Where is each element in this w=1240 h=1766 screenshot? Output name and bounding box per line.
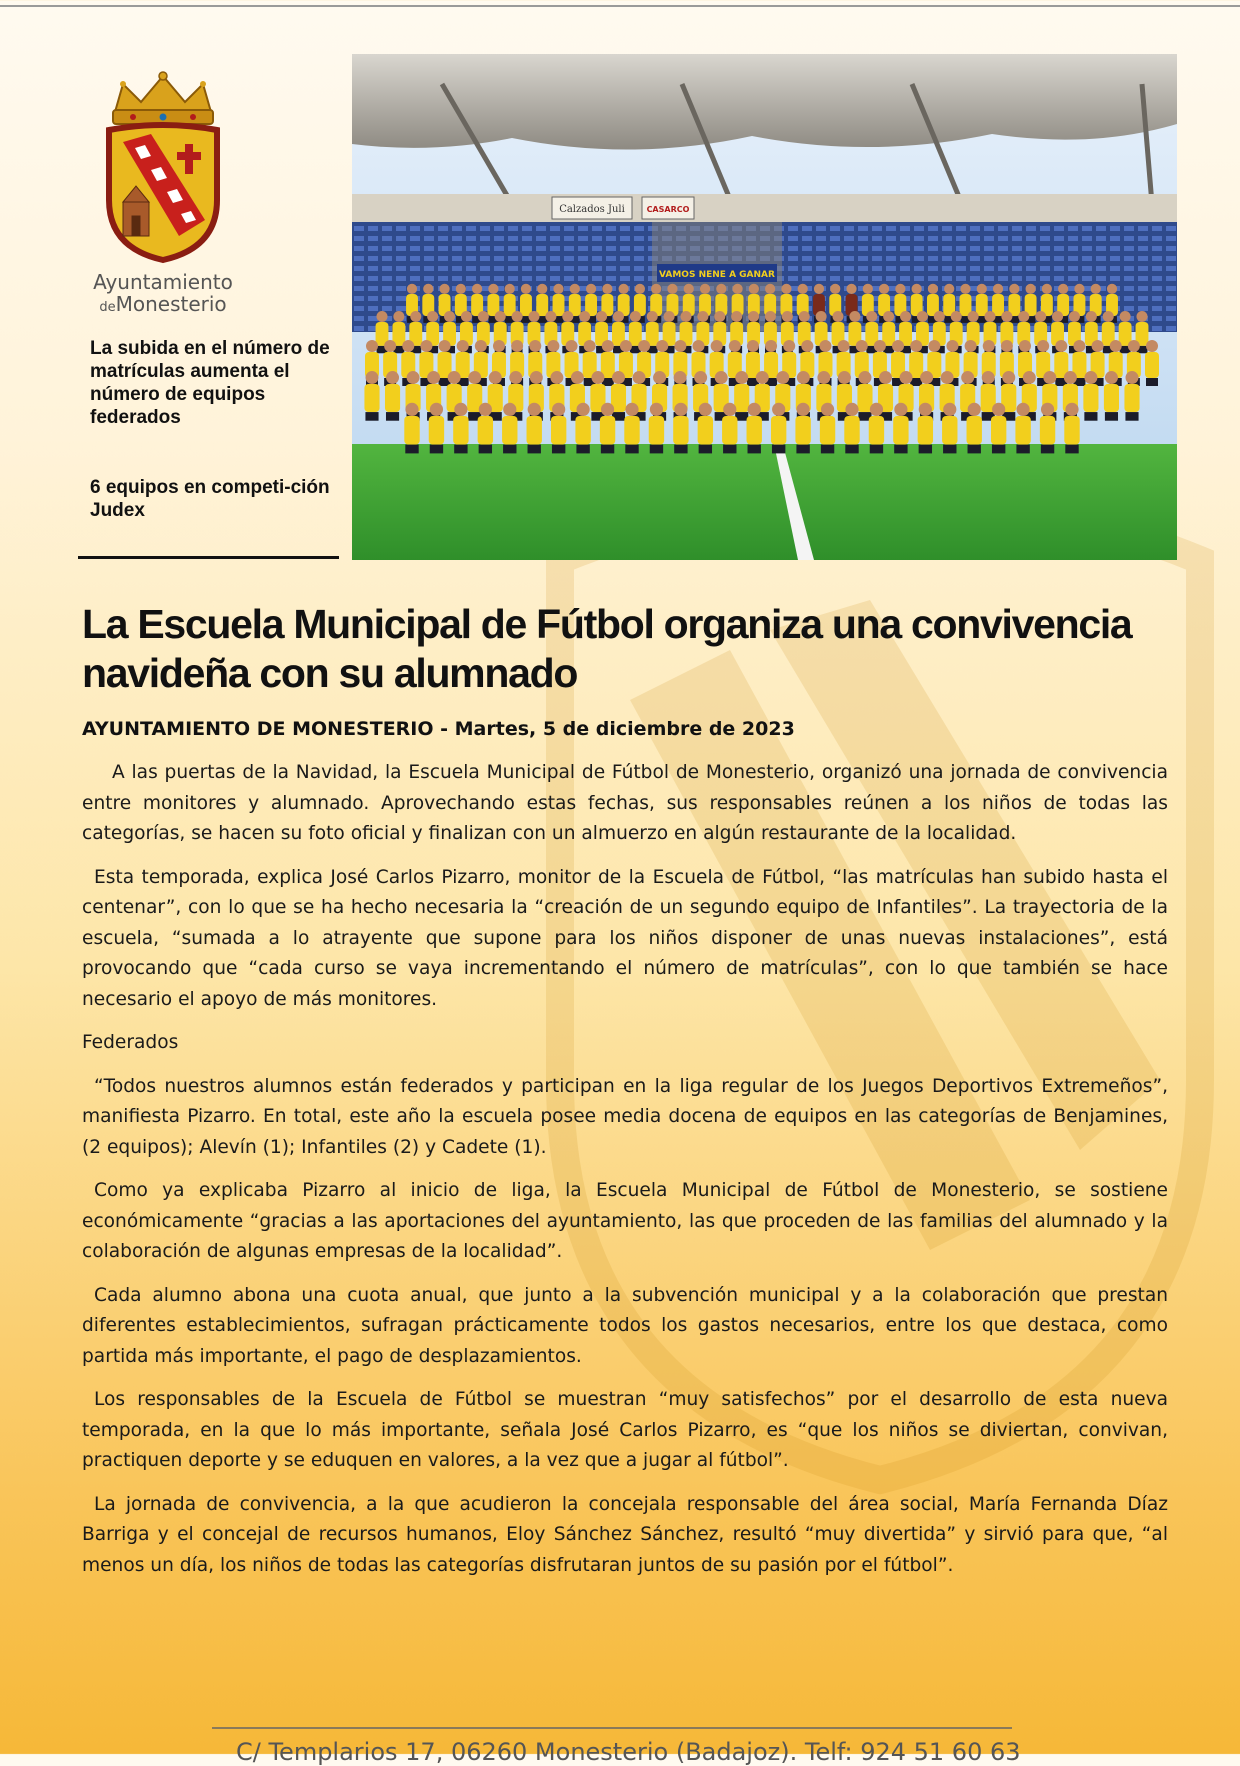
player-head <box>951 311 962 322</box>
player-head <box>895 284 905 294</box>
player-head <box>366 371 379 384</box>
player-head <box>601 403 614 416</box>
player-head <box>684 284 694 294</box>
player-body <box>1145 352 1159 378</box>
player-head <box>439 284 449 294</box>
player-head <box>1146 340 1158 352</box>
player-legs <box>1146 378 1158 386</box>
player-body <box>893 416 908 445</box>
player-head <box>781 284 791 294</box>
article-paragraph-7: La jornada de convivencia, a la que acudieron la concejala responsable del área social, María Fernanda Díaz Barriga y el concejal de recursos humanos, Eloy Sánchez Sánchez, resultó “muy divertida” y sirvió para que, “al menos un día, los niños de todas las categorías disfrutaran juntos de su pasión por el fútbol”. <box>82 1493 1168 1576</box>
player-body <box>844 416 859 445</box>
player-legs <box>748 445 761 454</box>
player-head <box>1026 284 1036 294</box>
crown-icon <box>113 72 213 124</box>
player-head <box>1069 311 1080 322</box>
player-head <box>819 340 831 352</box>
player-head <box>801 340 813 352</box>
player-body <box>734 384 749 412</box>
player-head <box>674 340 686 352</box>
coat-of-arms-icon <box>93 70 233 265</box>
player-head <box>386 371 399 384</box>
player-legs <box>772 445 785 454</box>
player-head <box>620 340 632 352</box>
article-paragraph-4: Como ya explicaba Pizarro al inicio de liga, la Escuela Municipal de Fútbol de Monesterio, se sostiene económicamente “gracias a las aportaciones del ayuntamiento, las que proceden de las familias del alumnado y la colaboración de algunas empresas de la localidad”. <box>82 1180 1168 1262</box>
player-head <box>638 340 650 352</box>
player-head <box>410 311 421 322</box>
player-legs <box>674 445 687 454</box>
player-head <box>1120 311 1131 322</box>
player-head <box>461 311 472 322</box>
player-head <box>529 340 541 352</box>
top-border-line <box>0 5 1240 7</box>
player-head <box>553 284 563 294</box>
player-head <box>863 284 873 294</box>
team-photo <box>352 54 1177 560</box>
player-head <box>765 284 775 294</box>
player-legs <box>821 445 834 454</box>
player-legs <box>699 445 712 454</box>
player-body <box>942 416 957 445</box>
player-head <box>478 311 489 322</box>
player-head <box>407 284 417 294</box>
player-head <box>586 284 596 294</box>
player-head <box>961 371 974 384</box>
player-body <box>771 416 786 445</box>
player-head <box>919 403 932 416</box>
player-head <box>821 403 834 416</box>
player-head <box>838 340 850 352</box>
player-head <box>723 403 736 416</box>
player-head <box>1074 284 1084 294</box>
player-head <box>1019 340 1031 352</box>
player-head <box>650 403 663 416</box>
sidebar-note-teams: 6 equipos en competi-ción Judex <box>90 477 330 521</box>
player-legs <box>1065 445 1078 454</box>
player-head <box>772 403 785 416</box>
player-head <box>1023 371 1036 384</box>
player-head <box>912 284 922 294</box>
player-head <box>799 311 810 322</box>
player-head <box>883 311 894 322</box>
player-head <box>838 371 851 384</box>
player-legs <box>992 445 1005 454</box>
player-head <box>1065 403 1078 416</box>
player-head <box>747 340 759 352</box>
player-head <box>711 340 723 352</box>
player-head <box>475 340 487 352</box>
player-head <box>472 284 482 294</box>
player-head <box>1103 311 1114 322</box>
player-head <box>1092 340 1104 352</box>
player-body <box>502 416 517 445</box>
player-head <box>479 403 492 416</box>
player-head <box>489 371 502 384</box>
player-head <box>858 371 871 384</box>
player-legs <box>1016 445 1029 454</box>
player-head <box>456 284 466 294</box>
player-head <box>570 284 580 294</box>
player-head <box>715 371 728 384</box>
player-head <box>982 371 995 384</box>
player-head <box>1110 340 1122 352</box>
player-body <box>698 416 713 445</box>
player-head <box>776 371 789 384</box>
article-paragraph-2: Esta temporada, explica José Carlos Pizarro, monitor de la Escuela de Fútbol, “las matrículas han subido hasta el centenar”, con lo que se ha hecho necesaria la “creación de un segundo equipo de Infantiles”. La trayectoria de la escuela, “sumada a lo atrayente que supone para los niños disponer de unas nuevas instalaciones”, está provocando que “cada curso se vaya incrementando el número de matrículas”, con lo que también se hace necesario el apoyo de más monitores. <box>82 866 1168 1010</box>
player-head <box>1001 340 1013 352</box>
player-head <box>402 340 414 352</box>
player-head <box>816 311 827 322</box>
player-body <box>575 416 590 445</box>
player-head <box>735 371 748 384</box>
player-legs <box>723 445 736 454</box>
player-head <box>493 340 505 352</box>
player-head <box>968 311 979 322</box>
player-legs <box>601 445 614 454</box>
player-body <box>918 416 933 445</box>
player-head <box>1136 311 1147 322</box>
player-head <box>1018 311 1029 322</box>
player-head <box>420 340 432 352</box>
player-head <box>530 371 543 384</box>
player-head <box>983 340 995 352</box>
player-head <box>454 403 467 416</box>
footer-address: C/ Templarios 17, 06260 Monesterio (Badajoz). Telf: 924 51 60 63 <box>236 1738 1021 1766</box>
player-head <box>439 340 451 352</box>
player-head <box>765 311 776 322</box>
player-legs <box>1105 412 1118 421</box>
player-head <box>566 340 578 352</box>
player-head <box>547 340 559 352</box>
player-legs <box>479 445 492 454</box>
player-body <box>364 384 379 412</box>
player-head <box>584 340 596 352</box>
player-head <box>748 403 761 416</box>
player-head <box>1107 284 1117 294</box>
player-head <box>1091 284 1101 294</box>
player-head <box>550 371 563 384</box>
player-head <box>521 284 531 294</box>
player-head <box>366 340 378 352</box>
player-head <box>765 340 777 352</box>
player-head <box>505 284 515 294</box>
player-head <box>697 311 708 322</box>
player-head <box>674 371 687 384</box>
player-head <box>870 403 883 416</box>
player-head <box>674 403 687 416</box>
player-head <box>1009 284 1019 294</box>
player-body <box>673 416 688 445</box>
sidebar-divider <box>78 556 339 559</box>
player-head <box>1105 371 1118 384</box>
player-head <box>928 340 940 352</box>
player-head <box>423 284 433 294</box>
player-head <box>856 340 868 352</box>
player-head <box>830 284 840 294</box>
player-body <box>385 384 400 412</box>
player-head <box>653 371 666 384</box>
player-legs <box>365 412 378 421</box>
stadium-sign-2: CASARCO <box>646 205 690 214</box>
player-head <box>934 311 945 322</box>
player-head <box>562 311 573 322</box>
player-body <box>453 416 468 445</box>
player-body <box>1083 384 1098 412</box>
player-body <box>747 416 762 445</box>
player-head <box>749 284 759 294</box>
player-head <box>716 284 726 294</box>
player-head <box>960 284 970 294</box>
player-head <box>1086 311 1097 322</box>
player-body <box>527 416 542 445</box>
player-head <box>647 311 658 322</box>
player-head <box>1037 340 1049 352</box>
player-head <box>892 340 904 352</box>
player-head <box>427 371 440 384</box>
player-head <box>552 403 565 416</box>
player-head <box>900 371 913 384</box>
player-head <box>528 311 539 322</box>
player-head <box>495 311 506 322</box>
player-head <box>1064 371 1077 384</box>
player-head <box>509 371 522 384</box>
stadium-team-photo-image <box>352 54 1177 560</box>
player-body <box>1064 416 1079 445</box>
player-head <box>635 284 645 294</box>
player-head <box>1002 371 1015 384</box>
player-head <box>577 403 590 416</box>
player-head <box>512 311 523 322</box>
article-body <box>82 758 1168 1594</box>
player-head <box>699 403 712 416</box>
player-head <box>814 284 824 294</box>
player-head <box>1052 311 1063 322</box>
player-head <box>633 371 646 384</box>
player-head <box>965 340 977 352</box>
player-head <box>619 284 629 294</box>
player-head <box>1073 340 1085 352</box>
player-body <box>795 416 810 445</box>
player-head <box>457 340 469 352</box>
player-head <box>407 371 420 384</box>
player-head <box>579 311 590 322</box>
player-head <box>430 403 443 416</box>
player-head <box>729 340 741 352</box>
player-body <box>551 416 566 445</box>
player-head <box>545 311 556 322</box>
player-head <box>393 311 404 322</box>
player-head <box>782 311 793 322</box>
player-head <box>748 311 759 322</box>
player-body <box>1015 416 1030 445</box>
player-legs <box>650 445 663 454</box>
player-head <box>797 403 810 416</box>
player-head <box>1055 340 1067 352</box>
player-head <box>376 311 387 322</box>
player-head <box>1084 371 1097 384</box>
player-head <box>1042 284 1052 294</box>
player-head <box>941 371 954 384</box>
article-dateline: AYUNTAMIENTO DE MONESTERIO - Martes, 5 de diciembre de 2023 <box>82 718 795 740</box>
player-head <box>444 311 455 322</box>
player-head <box>879 284 889 294</box>
player-head <box>849 311 860 322</box>
player-legs <box>796 445 809 454</box>
player-head <box>946 340 958 352</box>
logo-line-2-main: Monesterio <box>115 292 227 316</box>
player-head <box>405 403 418 416</box>
player-head <box>664 311 675 322</box>
player-head <box>384 340 396 352</box>
player-body <box>1040 416 1055 445</box>
player-legs <box>919 445 932 454</box>
player-head <box>1043 371 1056 384</box>
player-legs <box>528 445 541 454</box>
player-head <box>630 311 641 322</box>
player-head <box>817 371 830 384</box>
player-head <box>596 311 607 322</box>
player-head <box>503 403 516 416</box>
logo-line-1: Ayuntamiento <box>93 270 233 294</box>
player-legs <box>552 445 565 454</box>
player-head <box>1128 340 1140 352</box>
player-head <box>448 371 461 384</box>
player-legs <box>1041 445 1054 454</box>
player-body <box>478 416 493 445</box>
player-head <box>694 371 707 384</box>
player-head <box>1017 403 1030 416</box>
player-legs <box>870 445 883 454</box>
player-head <box>1001 311 1012 322</box>
article-paragraph-6: Los responsables de la Escuela de Fútbol se muestran “muy satisfechos” por el desarrollo de esta nueva temporada, en la que lo más importante, señala José Carlos Pizarro, es “que los niños se diviertan, convivan, practiquen deporte y se eduquen en valores, a la vez que a jugar al fútbol”. <box>82 1389 1168 1471</box>
player-head <box>968 403 981 416</box>
player-head <box>984 311 995 322</box>
player-head <box>993 284 1003 294</box>
player-head <box>917 311 928 322</box>
player-legs <box>430 445 443 454</box>
player-body <box>1124 384 1139 412</box>
player-head <box>571 371 584 384</box>
article-paragraph-3: “Todos nuestros alumnos están federados y participan en la liga regular de los Juegos Deportivos Extremeños”, manifiesta Pizarro. En total, este año la escuela posee media docena de equipos en las categorías de Benjamines, (2 equipos); Alevín (1); Infantiles (2) y Cadete (1). <box>82 1075 1168 1158</box>
player-body <box>991 416 1006 445</box>
player-head <box>613 311 624 322</box>
player-head <box>612 371 625 384</box>
player-head <box>667 284 677 294</box>
player-head <box>625 403 638 416</box>
footer-divider <box>212 1727 1012 1729</box>
player-head <box>866 311 877 322</box>
player-head <box>894 403 907 416</box>
player-legs <box>1125 412 1138 421</box>
article-subheading-federados: Federados <box>82 1032 179 1053</box>
player-head <box>700 284 710 294</box>
player-head <box>1126 371 1139 384</box>
player-legs <box>968 445 981 454</box>
player-legs <box>405 445 418 454</box>
player-head <box>656 340 668 352</box>
player-head <box>832 311 843 322</box>
player-head <box>528 403 541 416</box>
player-head <box>992 403 1005 416</box>
player-head <box>591 371 604 384</box>
player-head <box>1041 403 1054 416</box>
player-head <box>468 371 481 384</box>
player-legs <box>576 445 589 454</box>
player-head <box>845 403 858 416</box>
player-head <box>977 284 987 294</box>
player-legs <box>1084 412 1097 421</box>
player-head <box>1035 311 1046 322</box>
article-paragraph-1: A las puertas de la Navidad, la Escuela Municipal de Fútbol de Monesterio, organizó una jornada de convivencia entre monitores y alumnado. Aprovechando estas fechas, sus responsables reúnen a los niños de todas las categorías, se hacen su foto oficial y finalizan con un almuerzo en algún restaurante de la localidad. <box>82 762 1168 844</box>
player-head <box>756 371 769 384</box>
player-body <box>624 416 639 445</box>
player-head <box>874 340 886 352</box>
player-head <box>944 284 954 294</box>
player-body <box>649 416 664 445</box>
player-head <box>714 311 725 322</box>
player-body <box>600 416 615 445</box>
logo-line-2 <box>88 292 238 316</box>
stadium-sign-1: Calzados Juli <box>559 204 625 215</box>
stadium-banner: VAMOS NENE A GANAR <box>659 270 775 280</box>
player-head <box>602 340 614 352</box>
player-head <box>537 284 547 294</box>
player-head <box>943 403 956 416</box>
player-head <box>920 371 933 384</box>
player-head <box>798 284 808 294</box>
player-head <box>900 311 911 322</box>
player-body <box>967 416 982 445</box>
player-legs <box>625 445 638 454</box>
player-legs <box>894 445 907 454</box>
player-head <box>1058 284 1068 294</box>
player-head <box>427 311 438 322</box>
player-legs <box>454 445 467 454</box>
article-headline: La Escuela Municipal de Fútbol organiza una convivencia navideña con su alumnado <box>82 601 1132 696</box>
article-paragraph-5: Cada alumno abona una cuota anual, que junto a la subvención municipal y a la colaboración que prestan diferentes establecimientos, sufragan prácticamente todos los gastos necesarios, entre los que destaca, como partida más importante, el pago de desplazamientos. <box>82 1284 1168 1367</box>
player-head <box>602 284 612 294</box>
player-legs <box>503 445 516 454</box>
player-body <box>869 416 884 445</box>
player-head <box>680 311 691 322</box>
player-body <box>429 416 444 445</box>
logo-line-2-prefix: de <box>99 300 116 315</box>
player-head <box>783 340 795 352</box>
player-body <box>1104 384 1119 412</box>
player-head <box>651 284 661 294</box>
player-legs <box>845 445 858 454</box>
player-head <box>928 284 938 294</box>
player-head <box>846 284 856 294</box>
player-head <box>910 340 922 352</box>
player-head <box>511 340 523 352</box>
player-head <box>732 284 742 294</box>
player-head <box>693 340 705 352</box>
sidebar-note-enrollment: La subida en el número de matrículas aumenta el número de equipos federados <box>90 338 330 428</box>
player-body <box>404 416 419 445</box>
player-body <box>722 416 737 445</box>
municipality-logo <box>88 70 238 320</box>
player-head <box>488 284 498 294</box>
player-head <box>879 371 892 384</box>
player-body <box>820 416 835 445</box>
player-legs <box>943 445 956 454</box>
player-head <box>797 371 810 384</box>
player-legs <box>386 412 399 421</box>
player-head <box>731 311 742 322</box>
